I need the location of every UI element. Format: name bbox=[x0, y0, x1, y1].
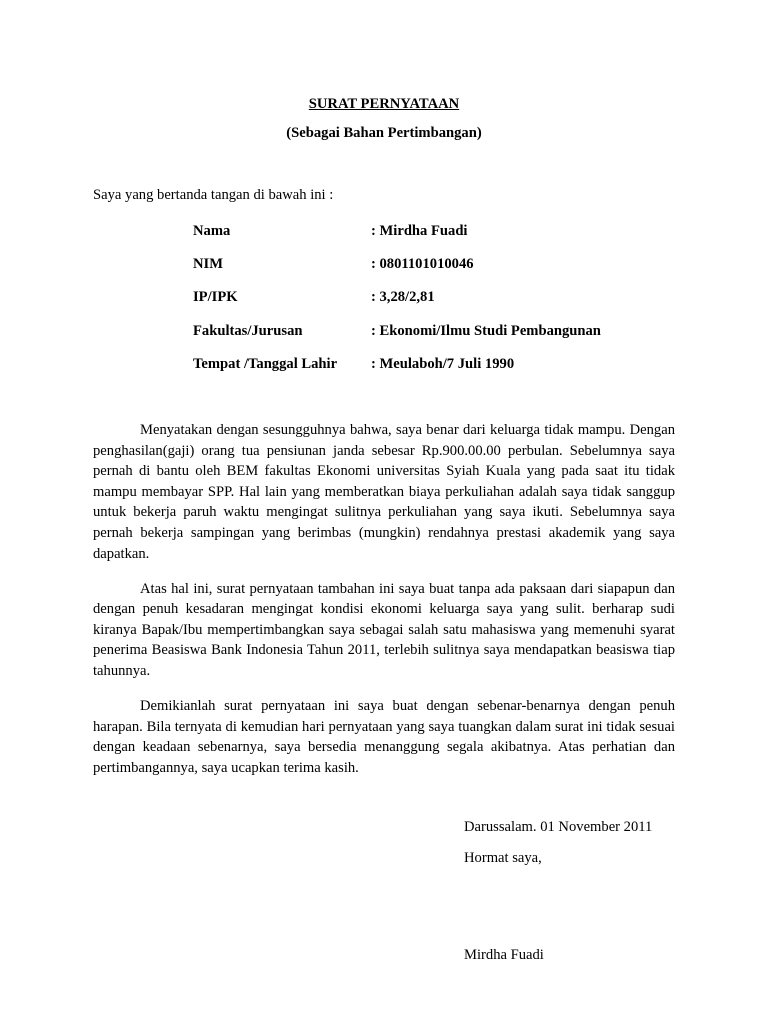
document-subtitle: (Sebagai Bahan Pertimbangan) bbox=[286, 125, 482, 141]
identity-value: : 0801101010046 bbox=[371, 256, 474, 273]
identity-label: IP/IPK bbox=[193, 289, 238, 306]
statement-paragraph: Atas hal ini, surat pernyataan tambahan ini saya buat tanpa ada paksaan dari siapapun dan dengan penuh kesadaran mengingat kondisi ekonomi keluarga saya yang sulit. berharap sudi kiranya Bapak/Ibu mempertimbangkan saya sebagai salah satu mahasiswa yang memenuhi syarat penerima Beasiswa Bank Indonesia Tahun 2011, terlebih sulitnya saya mendapatkan beasiswa tiap tahunnya. bbox=[93, 580, 675, 679]
identity-value: : Mirdha Fuadi bbox=[371, 223, 468, 239]
place-date: Darussalam. 01 November 2011 bbox=[464, 819, 653, 835]
identity-label: Tempat /Tanggal Lahir bbox=[193, 355, 338, 372]
signer-name: Mirdha Fuadi bbox=[464, 947, 544, 963]
identity-value: : Meulaboh/7 Juli 1990 bbox=[371, 355, 515, 372]
closing-greeting: Hormat saya, bbox=[464, 850, 542, 866]
identity-value: : Ekonomi/Ilmu Studi Pembangunan bbox=[371, 322, 601, 339]
statement-paragraph: Menyatakan dengan sesungguhnya bahwa, saya benar dari keluarga tidak mampu. Dengan penghasilan(gaji) orang tua pensiunan janda sebesar Rp.900.00.00 perbulan. Sebelumnya saya pernah di bantu oleh BEM fakultas Ekonomi universitas Syiah Kuala yang pada saat itu tidak mampu membayar SPP. Hal lain yang memberatkan biaya perkuliahan adalah saya tidak sanggup untuk bekerja paruh waktu mengingat sulitnya perkuliahan yang saya ikuti. Sebelumnya saya pernah bekerja sampingan yang berimbas (mungkin) rendahnya prestasi akademik yang saya dapatkan. bbox=[93, 422, 675, 562]
intro-text: Saya yang bertanda tangan di bawah ini : bbox=[93, 187, 334, 203]
document-title: SURAT PERNYATAAN bbox=[308, 96, 460, 112]
identity-label: Fakultas/Jurusan bbox=[193, 322, 303, 339]
statement-body bbox=[93, 420, 675, 793]
identity-label: NIM bbox=[193, 256, 223, 273]
identity-value: : 3,28/2,81 bbox=[371, 289, 435, 306]
identity-label: Nama bbox=[193, 223, 231, 239]
statement-paragraph: Demikianlah surat pernyataan ini saya buat dengan sebenar-benarnya dengan penuh harapan. Bila ternyata di kemudian hari pernyataan yang saya tuangkan dalam surat ini tidak sesuai dengan keadaan sebenarnya, saya bersedia menanggung segala akibatnya. Atas perhatian dan pertimbangannya, saya ucapkan terima kasih. bbox=[93, 697, 675, 776]
